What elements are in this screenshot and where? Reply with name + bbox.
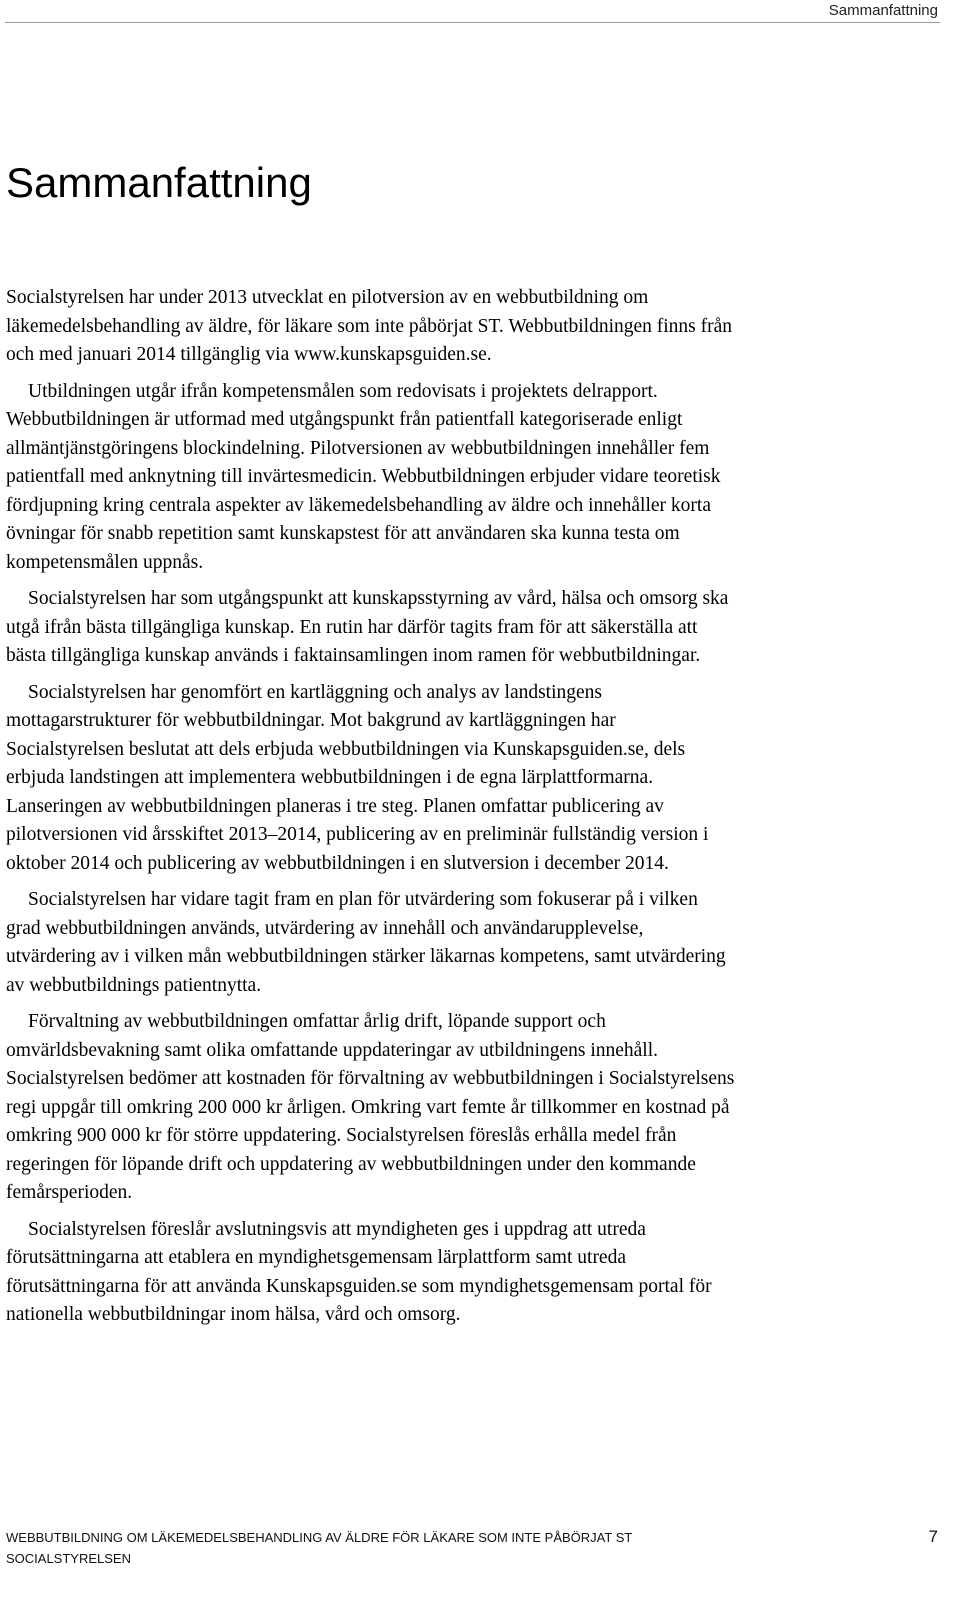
header-divider bbox=[5, 22, 940, 23]
page-number: 7 bbox=[928, 1527, 938, 1546]
paragraph-content: Utbildningen utgår ifrån kompetensmålen som redovisats i projektets delrapport. Webbutbildningen är utformad med utgångspunkt från patientfall kategoriserade enligt allmäntjänstgöringens blockindelning. Pilotversionen av webbutbildningen innehåller fem patientfall med anknytning till invärtesmedicin. Webbutbildningen erbjuder vidare teoretisk fördjupning kring centrala aspekter av läkemedelsbehandling av äldre och innehåller korta övningar för snabb repetition samt kunskapstest för att användaren ska kunna testa om kompetensmålen uppnås. bbox=[6, 380, 721, 573]
paragraph-evaluation: Socialstyrelsen har vidare tagit fram en plan för utvärdering som fokuserar på i vilken grad webbutbildningen används, utvärdering av innehåll och användarupplevelse, utvärdering av i vilken mån webbutbildningen stärker läkarnas kompetens, samt utvärdering av webbutbildnings patientnytta. bbox=[6, 889, 726, 996]
running-header: Sammanfattning bbox=[828, 2, 938, 19]
page-title: Sammanfattning bbox=[6, 159, 312, 206]
paragraph-intro: Socialstyrelsen har under 2013 utvecklat en pilotversion av en webbutbildning om läkemedelsbehandling av äldre, för läkare som inte påbörjat ST. Webbutbildningen finns från och med januari 2014 tillgänglig via www.kunskapsguiden.se. bbox=[6, 287, 733, 365]
body-text bbox=[6, 284, 736, 1338]
paragraph-maintenance: Förvaltning av webbutbildningen omfattar årlig drift, löpande support och omvärldsbevakning samt olika omfattande uppdateringar av utbildningens innehåll. Socialstyrelsen bedömer att kostnaden för förvaltning av webbutbildningen i Socialstyrelsens regi uppgår till omkring 200 000 kr årligen. Omkring vart femte år tillkommer en kostnad på omkring 900 000 kr för större uppdatering. Socialstyrelsen föreslås erhålla medel från regeringen för löpande drift och uppdatering av webbutbildningen under den kommande femårsperioden. bbox=[6, 1011, 735, 1203]
paragraph-knowledge: Socialstyrelsen har som utgångspunkt att kunskapsstyrning av vård, hälsa och omsorg ska utgå ifrån bästa tillgängliga kunskap. En rutin har därför tagits fram för att säkerställa att bästa tillgängliga kunskap används i faktainsamlingen inom ramen för webbutbildningar. bbox=[6, 588, 729, 666]
footer-organization: SOCIALSTYRELSEN bbox=[6, 1551, 131, 1566]
paragraph-proposal: Socialstyrelsen föreslår avslutningsvis att myndigheten ges i uppdrag att utreda förutsättningarna att etablera en myndighetsgemensam lärplattform samt utreda förutsättningarna för att använda Kunskapsguiden.se som myndighetsgemensam portal för nationella webbutbildningar inom hälsa, vård och omsorg. bbox=[6, 1218, 712, 1325]
footer-document-title: WEBBUTBILDNING OM LÄKEMEDELSBEHANDLING AV ÄLDRE FÖR LÄKARE SOM INTE PÅBÖRJAT ST bbox=[6, 1530, 633, 1545]
paragraph-launch: Socialstyrelsen har genomfört en kartläggning och analys av landstingens mottagarstrukturer för webbutbildningar. Mot bakgrund av kartläggningen har Socialstyrelsen beslutat att dels erbjuda webbutbildningen via Kunskapsguiden.se, dels erbjuda landstingen att implementera webbutbildningen i de egna lärplattformarna. Lanseringen av webbutbildningen planeras i tre steg. Planen omfattar publicering av pilotversionen vid årsskiftet 2013–2014, publicering av en preliminär fullständig version i oktober 2014 och publicering av webbutbildningen i en slutversion i december 2014. bbox=[6, 681, 709, 874]
